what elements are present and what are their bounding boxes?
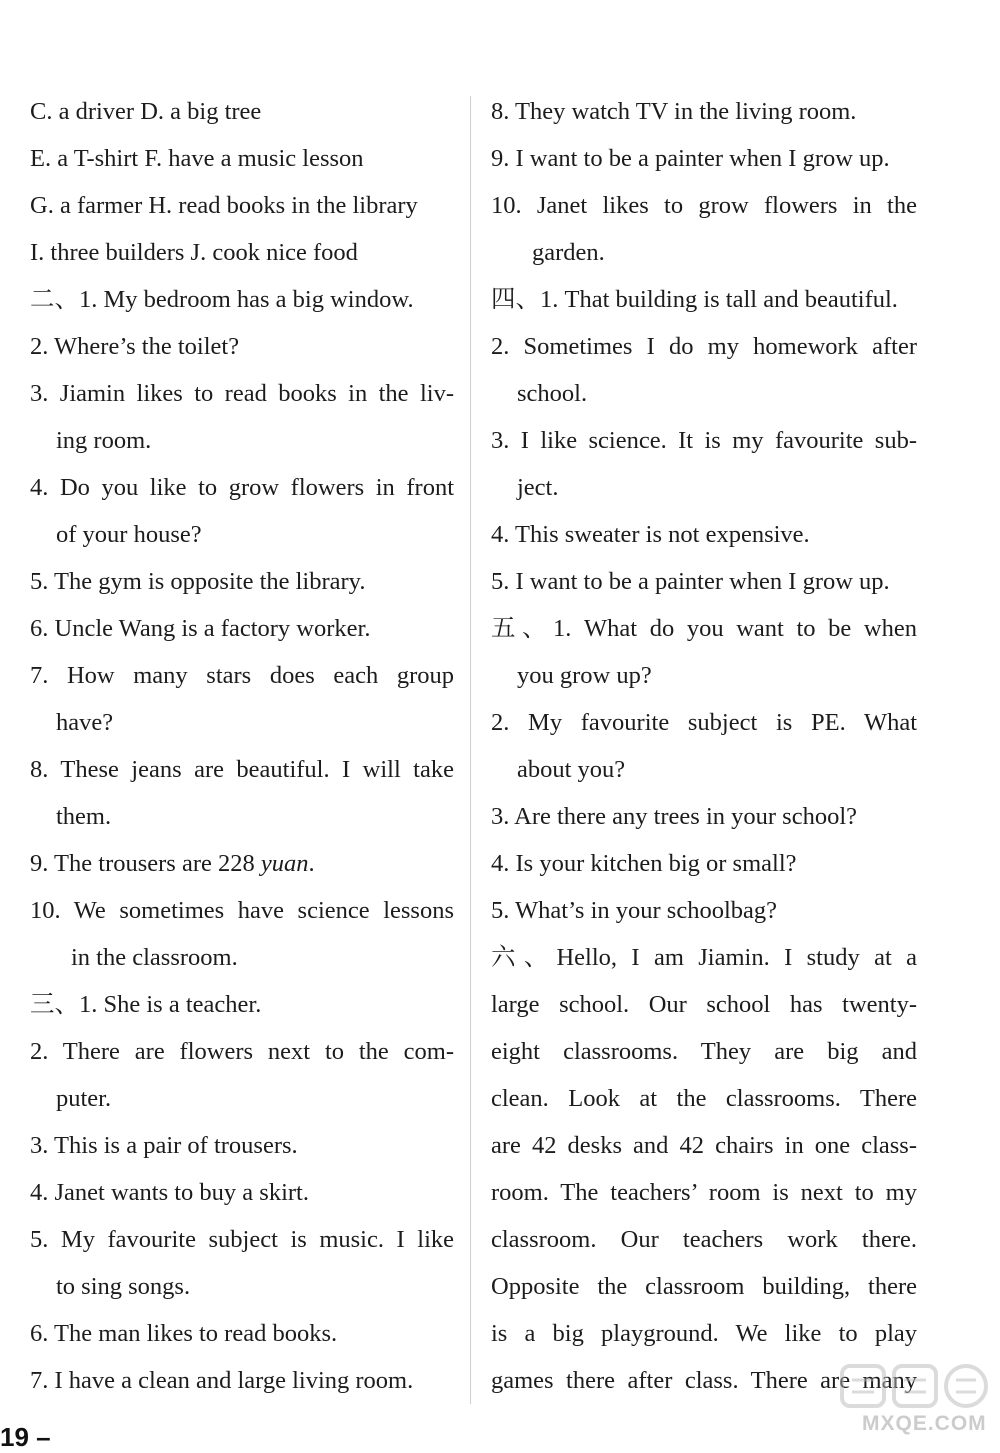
text-line <box>491 1075 917 1122</box>
text-line <box>491 464 917 511</box>
line-text: 10. We sometimes have science lessons <box>30 897 454 924</box>
text-line <box>30 88 454 135</box>
text-line <box>30 558 454 605</box>
watermark <box>818 1362 990 1442</box>
line-text: 2. Where’s the toilet? <box>30 333 240 360</box>
line-text: 六、Hello, I am Jiamin. I study at a <box>491 944 917 971</box>
line-text: you grow up? <box>517 662 652 689</box>
text-line <box>30 793 454 840</box>
text-line <box>30 370 454 417</box>
line-text: ject. <box>517 474 559 501</box>
line-text: 2. My favourite subject is PE. What <box>491 709 917 736</box>
line-text: ing room. <box>56 427 152 454</box>
text-line <box>491 840 917 887</box>
text-line <box>491 511 917 558</box>
currency-unit: yuan <box>260 850 309 877</box>
line-text: 3. Jiamin likes to read books in the liv- <box>30 380 454 407</box>
line-tail: . <box>308 850 315 877</box>
text-line <box>30 1028 454 1075</box>
text-line <box>30 605 454 652</box>
text-line <box>491 276 917 323</box>
line-text: C. a driver D. a big tree <box>30 98 262 125</box>
line-text: 7. How many stars does each group <box>30 662 454 689</box>
line-text: room. The teachers’ room is next to my <box>491 1179 917 1206</box>
line-text: I. three builders J. cook nice food <box>30 239 358 266</box>
line-text: 8. They watch TV in the living room. <box>491 98 857 125</box>
text-line <box>491 323 917 370</box>
text-line <box>30 652 454 699</box>
line-text: them. <box>56 803 112 830</box>
text-line <box>30 981 454 1028</box>
text-line <box>491 1028 917 1075</box>
line-text: 2. There are flowers next to the com- <box>30 1038 454 1065</box>
line-text: 6. The man likes to read books. <box>30 1320 338 1347</box>
line-text: 7. I have a clean and large living room. <box>30 1367 414 1394</box>
text-line <box>491 699 917 746</box>
line-text: clean. Look at the classrooms. There <box>491 1085 917 1112</box>
line-text: 9. The trousers are 228 <box>30 850 261 877</box>
text-line <box>491 229 917 276</box>
line-text: are 42 desks and 42 chairs in one class- <box>491 1132 917 1159</box>
text-line <box>30 1169 454 1216</box>
line-text: have? <box>56 709 114 736</box>
line-text: 4. Janet wants to buy a skirt. <box>30 1179 309 1206</box>
text-line <box>30 699 454 746</box>
text-line <box>491 88 917 135</box>
line-text: puter. <box>56 1085 112 1112</box>
line-text: 5. I want to be a painter when I grow up. <box>491 568 890 595</box>
text-line <box>30 417 454 464</box>
text-line <box>491 934 917 981</box>
text-line <box>491 981 917 1028</box>
text-line <box>30 1122 454 1169</box>
text-line <box>30 464 454 511</box>
line-text: classroom. Our teachers work there. <box>491 1226 917 1253</box>
text-line <box>491 605 917 652</box>
text-line <box>30 182 454 229</box>
text-line <box>30 1310 454 1357</box>
text-line <box>30 1357 454 1404</box>
line-text: school. <box>517 380 588 407</box>
line-text: 9. I want to be a painter when I grow up. <box>491 145 890 172</box>
text-line <box>30 840 454 887</box>
line-text: large school. Our school has twenty- <box>491 991 917 1018</box>
text-line <box>491 370 917 417</box>
line-text: is a big playground. We like to play <box>491 1320 917 1347</box>
column-divider <box>470 96 471 1404</box>
line-text: 3. I like science. It is my favourite sub- <box>491 427 917 454</box>
line-text: 5. What’s in your schoolbag? <box>491 897 778 924</box>
text-line <box>30 511 454 558</box>
line-text: 二、1. My bedroom has a big window. <box>30 286 414 313</box>
line-text: 5. My favourite subject is music. I like <box>30 1226 454 1253</box>
text-line <box>30 1075 454 1122</box>
line-text: G. a farmer H. read books in the library <box>30 192 418 219</box>
text-line <box>491 1263 917 1310</box>
text-line <box>491 135 917 182</box>
line-text: E. a T-shirt F. have a music lesson <box>30 145 364 172</box>
text-line <box>30 323 454 370</box>
left-column <box>30 88 454 1404</box>
text-line <box>30 1216 454 1263</box>
line-text: about you? <box>517 756 626 783</box>
line-text: 五、1. What do you want to be when <box>491 615 917 642</box>
text-line <box>491 1216 917 1263</box>
text-line <box>491 417 917 464</box>
text-line <box>491 1122 917 1169</box>
line-text: 4. Is your kitchen big or small? <box>491 850 797 877</box>
text-line <box>30 934 454 981</box>
line-text: 4. Do you like to grow flowers in front <box>30 474 454 501</box>
line-text: garden. <box>532 239 605 266</box>
line-text: games there after class. There are many <box>491 1367 917 1394</box>
line-text: 10. Janet likes to grow flowers in the <box>491 192 917 219</box>
text-line <box>30 887 454 934</box>
line-text: in the classroom. <box>71 944 238 971</box>
watermark-logo-icon <box>840 1362 990 1410</box>
text-line <box>30 276 454 323</box>
line-text: 2. Sometimes I do my homework after <box>491 333 917 360</box>
line-text: 四、1. That building is tall and beautiful. <box>491 286 898 313</box>
text-line <box>491 652 917 699</box>
line-text: to sing songs. <box>56 1273 191 1300</box>
line-text: 5. The gym is opposite the library. <box>30 568 366 595</box>
text-line <box>491 182 917 229</box>
text-line <box>491 746 917 793</box>
line-text: 8. These jeans are beautiful. I will take <box>30 756 454 783</box>
text-line <box>491 887 917 934</box>
text-line <box>491 558 917 605</box>
line-text: 三、1. She is a teacher. <box>30 991 262 1018</box>
line-text: of your house? <box>56 521 202 548</box>
line-text: 3. Are there any trees in your school? <box>491 803 858 830</box>
text-line <box>30 135 454 182</box>
text-line <box>491 1310 917 1357</box>
text-line <box>30 229 454 276</box>
line-text: eight classrooms. They are big and <box>491 1038 917 1065</box>
text-line <box>491 793 917 840</box>
line-text: 6. Uncle Wang is a factory worker. <box>30 615 371 642</box>
text-line <box>30 1263 454 1310</box>
page-number: 19 – <box>0 1422 51 1452</box>
watermark-site: MXQE.COM <box>862 1412 987 1435</box>
text-line <box>30 746 454 793</box>
line-text: 3. This is a pair of trousers. <box>30 1132 298 1159</box>
text-line <box>491 1169 917 1216</box>
line-text: 4. This sweater is not expensive. <box>491 521 810 548</box>
right-column <box>491 88 917 1404</box>
line-text: Opposite the classroom building, there <box>491 1273 917 1300</box>
